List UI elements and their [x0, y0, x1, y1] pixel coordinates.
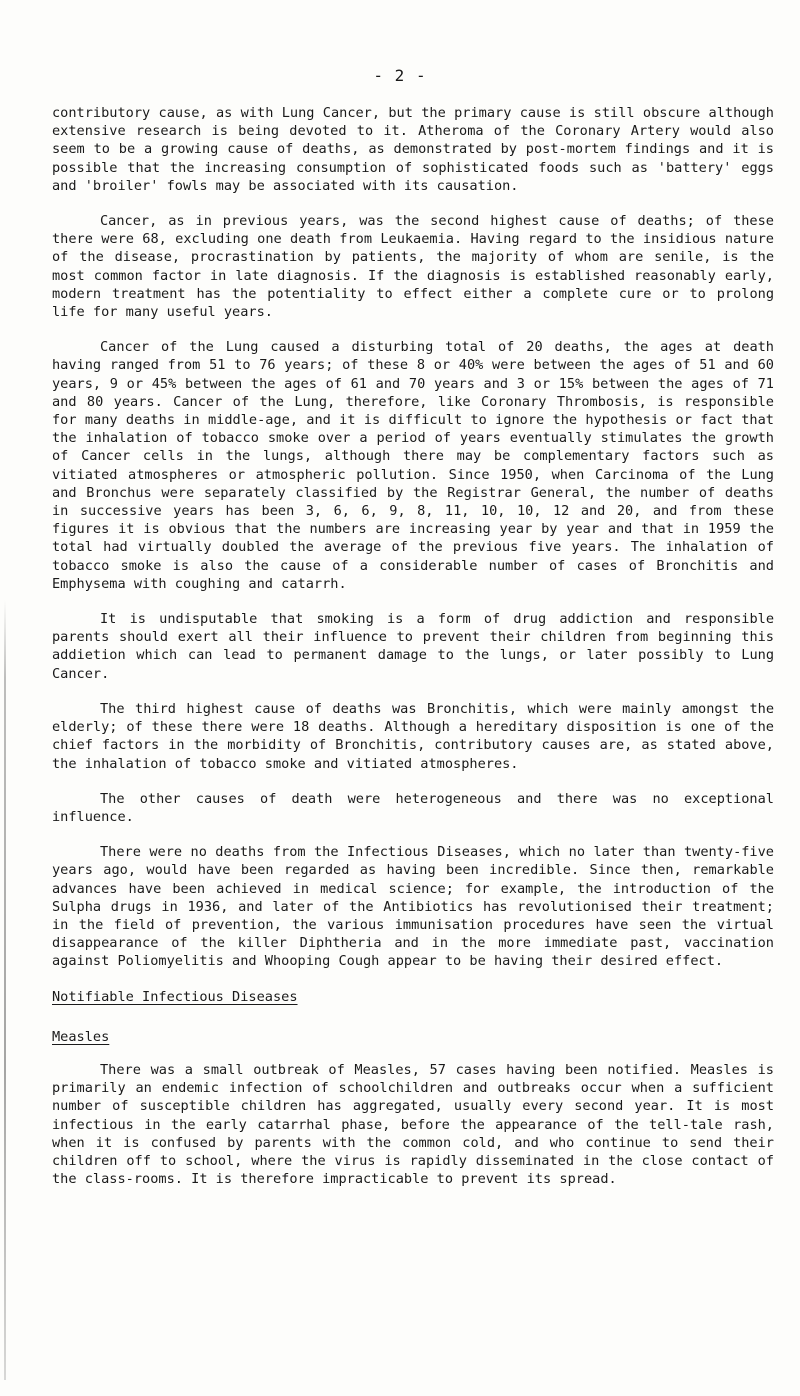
paragraph-cancer: Cancer, as in previous years, was the second highest cause of deaths; of these there were 68, excluding one death from Leukaemia. Having regard to the insidious nature of the disease, procrastination by patients, the majority of whom are senile, is the most common factor in late diagnosis. If the diagnosis is established reasonably early, modern treatment has the potentiality to effect either a complete cure or to prolong life for many useful years.	[52, 213, 774, 321]
paragraph-smoking-addiction: It is undisputable that smoking is a form of drug addiction and responsible parents should exert all their influence to prevent their children from beginning this addietion which can lead to permanent damage to the lungs, or later possibly to Lung Cancer.	[52, 611, 774, 682]
page-number: - 2 -	[373, 66, 427, 85]
document-body	[52, 104, 774, 1205]
paragraph-infectious-diseases: There were no deaths from the Infectious Diseases, which no later than twenty-five years ago, would have been regarded as having been incredible. Since then, remarkable advances have been achieved in medical science; for example, the introduction of the Sulpha drugs in 1936, and later of the Antibiotics has revolutionised their treatment; in the field of prevention, the various immunisation procedures have seen the virtual disappearance of the killer Diphtheria and in the more immediate past, vaccination against Poliomyelitis and Whooping Cough appear to be having their desired effect.	[52, 844, 774, 970]
paragraph-other-causes: The other causes of death were heterogeneous and there was no exceptional influence.	[52, 790, 774, 825]
scan-edge-shadow	[4, 600, 6, 1380]
paragraph-measles: There was a small outbreak of Measles, 57 cases having been notified. Measles is primarily an endemic infection of schoolchildren and outbreaks occur when a sufficient number of susceptible children has aggregated, usually every second year. It is most infectious in the early catarrhal phase, before the appearance of the tell-tale rash, when it is confused by parents with the common cold, and who continue to send their children off to school, where the virus is rapidly disseminated in the close contact of the class-rooms. It is therefore impracticable to prevent its spread.	[52, 1061, 774, 1188]
paragraph-lung-cancer: Cancer of the Lung caused a disturbing total of 20 deaths, the ages at death having ranged from 51 to 76 years; of these 8 or 40% were between the ages of 51 and 60 years, 9 or 45% between the ages of 61 and 70 years and 3 or 15% between the ages of 71 and 80 years. Cancer of the Lung, therefore, like Coronary Thrombosis, is responsible for many deaths in middle-age, and it is difficult to ignore the hypothesis or fact that the inhalation of tobacco smoke over a period of years eventually stimulates the growth of Cancer cells in the lungs, although there may be complementary factors such as vitiated atmospheres or atmospheric pollution. Since 1950, when Carcinoma of the Lung and Bronchus were separately classified by the Registrar General, the number of deaths in successive years has been 3, 6, 6, 9, 8, 11, 10, 10, 12 and 20, and from these figures it is obvious that the numbers are increasing year by year and that in 1959 the total had virtually doubled the average of the previous five years. The inhalation of tobacco smoke is also the cause of a considerable number of cases of Bronchitis and Emphysema with coughing and catarrh.	[52, 339, 774, 592]
paragraph-bronchitis: The third highest cause of deaths was Bronchitis, which were mainly amongst the elderly; of these there were 18 deaths. Although a hereditary disposition is one of the chief factors in the morbidity of Bronchitis, contributory causes are, as stated above, the inhalation of tobacco smoke and vitiated atmospheres.	[52, 700, 774, 772]
section-subheading: Measles	[52, 1028, 110, 1045]
section-heading: Notifiable Infectious Diseases	[52, 988, 298, 1005]
paragraph-contributory-cause: contributory cause, as with Lung Cancer, but the primary cause is still obscure although extensive research is being devoted to it. Atheroma of the Coronary Artery would also seem to be a growing cause of deaths, as demonstrated by post-mortem findings and it is possible that the increasing consumption of sophisticated foods such as 'battery' eggs and 'broiler' fowls may be associated with its causation.	[52, 105, 774, 194]
